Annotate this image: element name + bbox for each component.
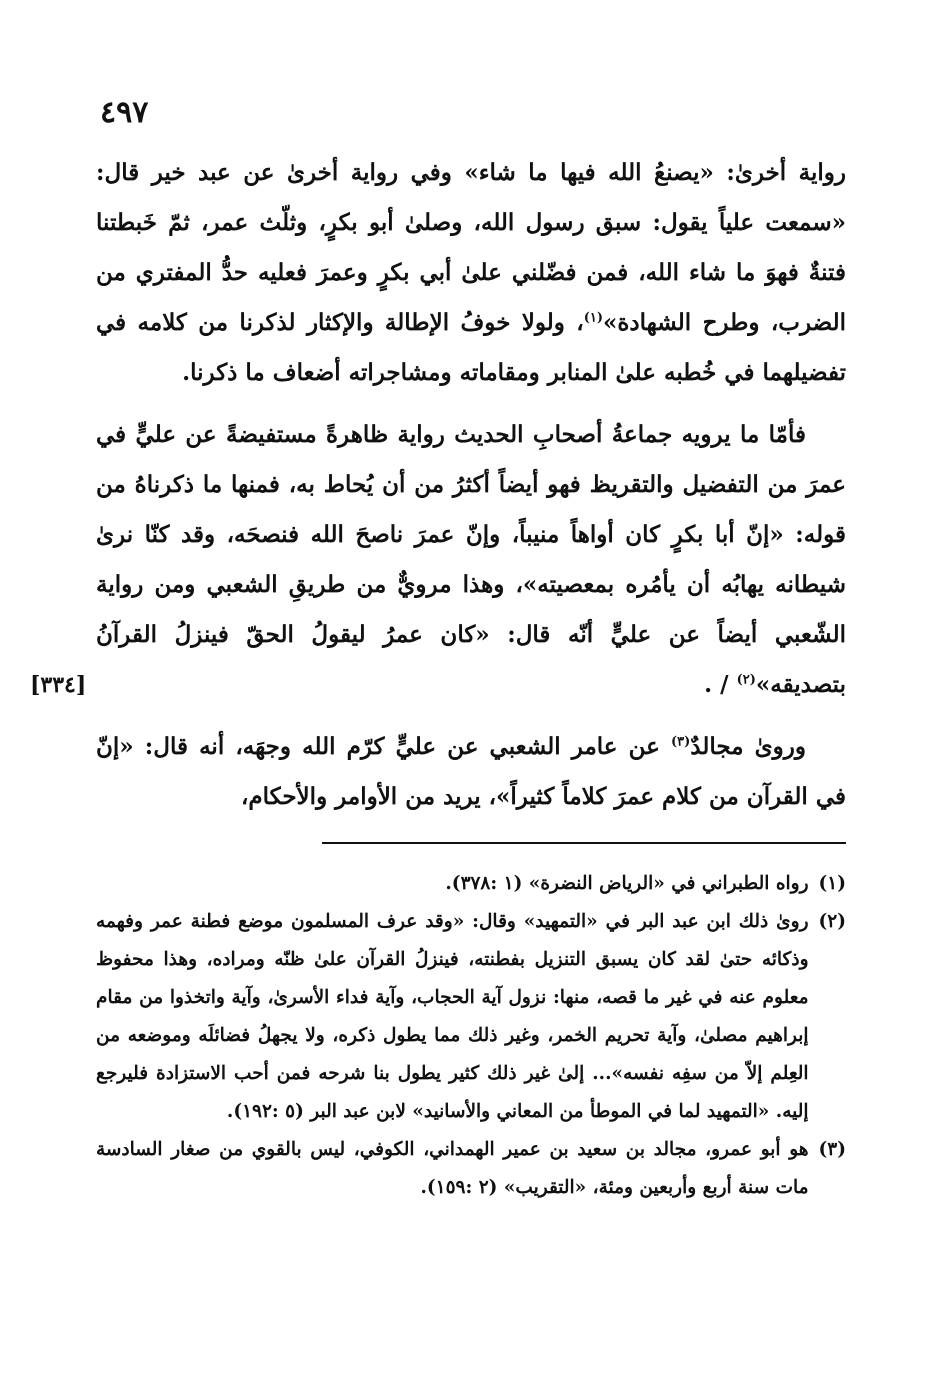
footnote-number: (٣) bbox=[818, 1139, 846, 1160]
footnote-separator bbox=[322, 842, 846, 844]
footnote-text: روىٰ ذلك ابن عبد البر في «التمهيد» وقال: «وقد عرف المسلمون موضع فطنة عمر وفهمه وذكائه حتىٰ لقد كان يسبق التنزيل بفطنته، فينزلُ القرآن علىٰ ظنّه ومراده، وهذا محفوظ معلوم عنه في غير ما قصه، منها: نزول آية الحجاب، وآية فداء الأسرىٰ، وآية واتخذوا من مقام إبراهيم مصلىٰ، وآية تحريم الخمر، وغير ذلك مما يطول ذكره، ولا يجهلُ فضائلَه وموضعه من العِلم إلاّ من سفِه نفسه»... إلىٰ غير ذلك كثير يطول بنا شرحه فمن أحب الاستزادة فليرجع إليه. «التمهيد لما في الموطأ من المعاني والأسانيد» لابن عبد البر (٥ :١٩٢). bbox=[96, 911, 809, 1122]
footnotes bbox=[96, 865, 846, 1207]
footnote-ref-3: (٣) bbox=[671, 734, 691, 750]
paragraph-2-text-a: فأمّا ما يرويه جماعةُ أصحابِ الحديث رواية ظاهرةً مستفيضةً عن عليٍّ في عمرَ من التفضيل والتقريظ فهو أيضاً أكثرُ من أن يُحاط به، فمنها ما ذكرناهُ من قوله: «إنّ أبا بكرٍ كان أواهاً منيباً، وإنّ عمرَ ناصحَ الله فنصحَه، وقد كنّا نرىٰ شيطانه يهابُه أن يأمُره بمعصيته»، وهذا مرويٌّ من طريقِ الشعبي ومن رواية الشّعبي أيضاً عن عليٍّ أنّه قال: «كان عمرُ ليقولُ الحقّ فينزلُ القرآنُ بتصديقه» bbox=[96, 421, 846, 698]
footnote-ref-1: (١) bbox=[583, 310, 603, 326]
paragraph-2-text-b: / . bbox=[704, 671, 737, 698]
paragraph-1-text-a: رواية أخرىٰ: «يصنعُ الله فيها ما شاء» وفي رواية أخرىٰ عن عبد خير قال: «سمعت علياً يقول: سبق رسول الله، وصلىٰ أبو بكرٍ، وثلّث عمر، ثمّ خَبطتنا فتنةٌ فهوَ ما شاء الله، فمن فضّلني علىٰ أبي بكرٍ وعمرَ فعليه حدُّ المفتري من الضرب، وطرح الشهادة» bbox=[96, 159, 846, 336]
paragraph-1 bbox=[96, 148, 846, 398]
paragraph-1-text-b: ، ولولا خوفُ الإطالة والإكثار لذكرنا من كلامه في تفضيلهما في خُطبه علىٰ المنابر ومقاماته ومشاجراته أضعاف ما ذكرنا. bbox=[96, 309, 846, 386]
margin-page-reference: [٣٣٤] bbox=[30, 672, 87, 698]
footnote-3 bbox=[96, 1131, 846, 1207]
footnote-2 bbox=[96, 903, 846, 1131]
paragraph-2 bbox=[96, 410, 846, 710]
paragraph-3 bbox=[96, 722, 846, 822]
footnote-number: (٢) bbox=[818, 911, 846, 932]
paragraph-3-text-b: عن عامر الشعبي عن عليٍّ كرّم الله وجهَه، أنه قال: «إنّ في القرآن من كلام عمرَ كلاماً كثيراً»، يريد من الأوامر والأحكام، bbox=[96, 733, 846, 810]
paragraph-3-text-a: وروىٰ مجالدٌ bbox=[690, 733, 806, 760]
page-number: ٤٩٧ bbox=[100, 95, 149, 130]
footnote-text: رواه الطبراني في «الرياض النضرة» (١ :٣٧٨). bbox=[445, 873, 809, 894]
footnote-ref-2: (٢) bbox=[736, 672, 756, 688]
footnote-text: هو أبو عمرو، مجالد بن سعيد بن عمير الهمداني، الكوفي، ليس بالقوي من صغار السادسة مات سنة أربع وأربعين ومئة، «التقريب» (٢ :١٥٩). bbox=[96, 1139, 809, 1198]
footnote-1 bbox=[96, 865, 846, 903]
footnote-number: (١) bbox=[818, 873, 846, 894]
main-text bbox=[96, 148, 846, 822]
